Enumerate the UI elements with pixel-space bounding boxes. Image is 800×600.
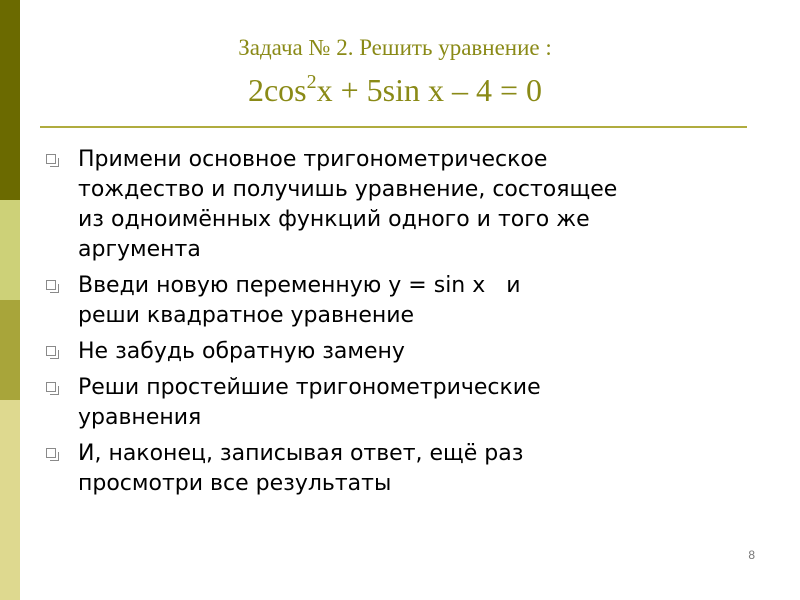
page-number: 8 (748, 548, 755, 562)
list-item-line: И, наконец, записывая ответ, ещё раз (78, 441, 524, 466)
list-item-line: из одноимённых функций одного и того же (78, 207, 590, 232)
sidebar-block-dark (0, 0, 20, 200)
list-item-line: аргумента (78, 237, 201, 262)
list-item-line: тождество и получишь уравнение, состоящее (78, 177, 618, 202)
decorative-sidebar (0, 0, 20, 600)
instruction-list (46, 145, 746, 505)
list-item (46, 373, 746, 433)
equation (40, 68, 750, 112)
list-item-line: просмотри все результаты (78, 471, 392, 496)
list-item-line: Введи новую переменную y = sin x и (78, 273, 521, 298)
list-item-line: Реши простейшие тригонометрические (78, 375, 541, 400)
list-item (46, 271, 746, 331)
task-heading: Задача № 2. Решить уравнение : (238, 35, 552, 60)
sidebar-block-pale (0, 400, 20, 600)
list-item-line: Не забудь обратную замену (78, 339, 405, 364)
equation-exponent: 2 (306, 71, 317, 93)
list-item-line: уравнения (78, 405, 202, 430)
equation-part-2: x + 5sin x – 4 = 0 (316, 72, 543, 108)
list-item (46, 145, 746, 265)
bullet-square-icon (46, 382, 56, 392)
sidebar-block-light (0, 200, 20, 300)
slide-title (40, 30, 750, 112)
equation-part-1: 2cos (247, 72, 307, 108)
bullet-square-icon (46, 448, 56, 458)
list-item-line: Примени основное тригонометрическое (78, 147, 548, 172)
sidebar-block-medium (0, 300, 20, 400)
bullet-square-icon (46, 154, 56, 164)
list-item (46, 337, 746, 367)
bullet-square-icon (46, 346, 56, 356)
list-item-line: реши квадратное уравнение (78, 303, 415, 328)
title-divider (40, 126, 747, 128)
bullet-square-icon (46, 280, 56, 290)
list-item (46, 439, 746, 499)
